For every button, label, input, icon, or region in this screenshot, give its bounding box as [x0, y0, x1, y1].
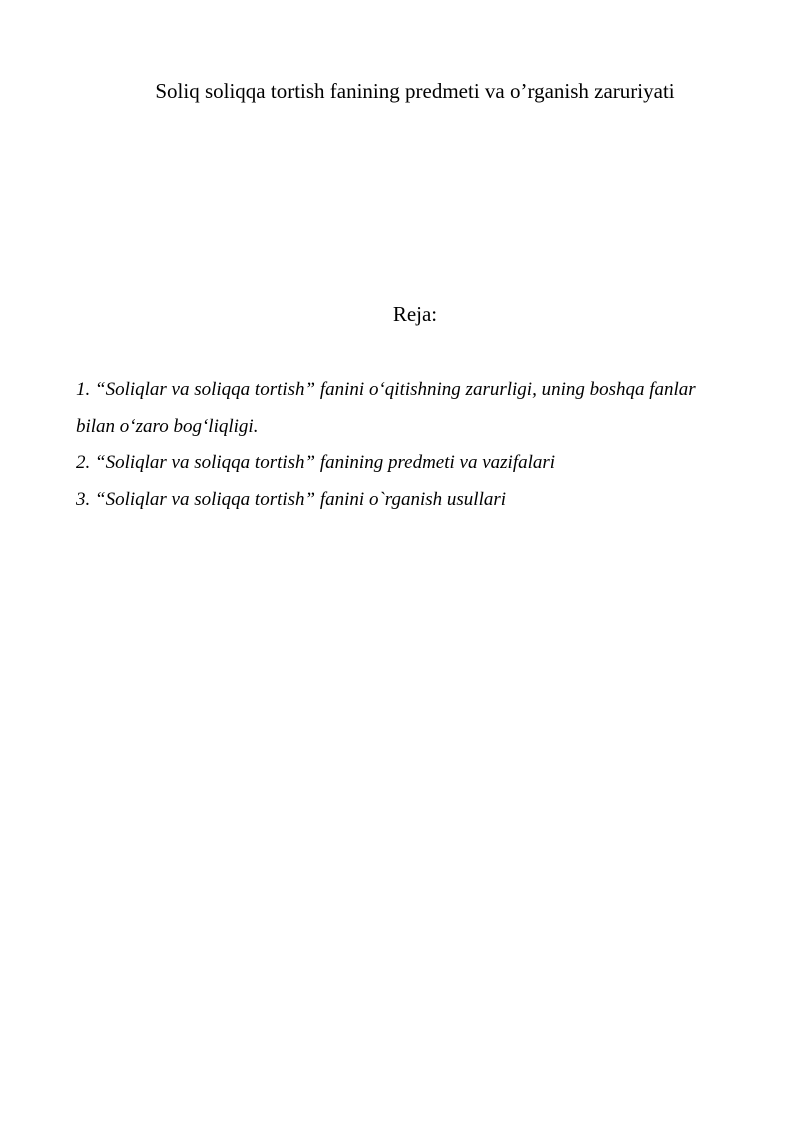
plan-item-3: 3. “Soliqlar va soliqqa tortish” fanini o`rganish usullari: [76, 488, 507, 510]
plan-item-1: 1. “Soliqlar va soliqqa tortish” fanini o‘qitishning zarurligi, uning boshqa fanlar bilan o‘zaro bog‘liqligi.: [76, 379, 696, 437]
plan-list: [76, 372, 736, 518]
plan-heading: Reja:: [392, 302, 438, 326]
plan-item-2: 2. “Soliqlar va soliqqa tortish” fanining predmeti va vazifalari: [76, 452, 556, 473]
document-title: Soliq soliqqa tortish fanining predmeti va o’rganish zaruriyati: [155, 79, 675, 103]
